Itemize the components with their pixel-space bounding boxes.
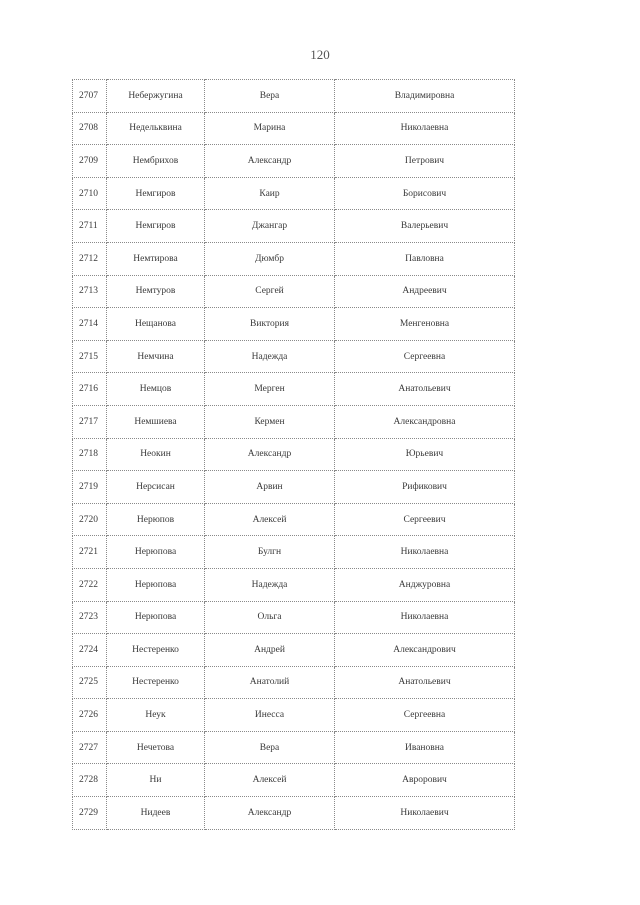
table-row: [73, 405, 515, 438]
record-number: 2718: [73, 438, 107, 471]
table-row: [73, 666, 515, 699]
table-row: [73, 373, 515, 406]
table-row: [73, 634, 515, 667]
surname-cell: Нерюпова: [107, 536, 205, 569]
patronymic-cell: Николаевна: [335, 601, 515, 634]
first-name-cell: Инесса: [205, 699, 335, 732]
surname-cell: Нембрихов: [107, 145, 205, 178]
record-number: 2727: [73, 731, 107, 764]
first-name-cell: Надежда: [205, 340, 335, 373]
table-row: [73, 80, 515, 113]
surname-cell: Небержугина: [107, 80, 205, 113]
patronymic-cell: Менгеновна: [335, 308, 515, 341]
table-row: [73, 601, 515, 634]
patronymic-cell: Борисович: [335, 177, 515, 210]
surname-cell: Нещанова: [107, 308, 205, 341]
record-number: 2726: [73, 699, 107, 732]
surname-cell: Нидеев: [107, 797, 205, 830]
record-number: 2722: [73, 568, 107, 601]
surname-cell: Немгиров: [107, 210, 205, 243]
surname-cell: Нестеренко: [107, 666, 205, 699]
surname-cell: Немцов: [107, 373, 205, 406]
first-name-cell: Кермен: [205, 405, 335, 438]
record-number: 2723: [73, 601, 107, 634]
patronymic-cell: Владимировна: [335, 80, 515, 113]
record-number: 2707: [73, 80, 107, 113]
table-row: [73, 242, 515, 275]
surname-cell: Неокин: [107, 438, 205, 471]
first-name-cell: Александр: [205, 145, 335, 178]
record-number: 2728: [73, 764, 107, 797]
record-number: 2715: [73, 340, 107, 373]
first-name-cell: Вера: [205, 731, 335, 764]
surname-cell: Неук: [107, 699, 205, 732]
first-name-cell: Марина: [205, 112, 335, 145]
record-number: 2717: [73, 405, 107, 438]
surname-cell: Немтирова: [107, 242, 205, 275]
first-name-cell: Ольга: [205, 601, 335, 634]
patronymic-cell: Александровна: [335, 405, 515, 438]
patronymic-cell: Сергеевна: [335, 699, 515, 732]
first-name-cell: Булгн: [205, 536, 335, 569]
surname-cell: Нерюпова: [107, 601, 205, 634]
first-name-cell: Александр: [205, 438, 335, 471]
first-name-cell: Анатолий: [205, 666, 335, 699]
registry-table: [72, 79, 515, 830]
surname-cell: Ни: [107, 764, 205, 797]
table-row: [73, 210, 515, 243]
surname-cell: Немгиров: [107, 177, 205, 210]
surname-cell: Нестеренко: [107, 634, 205, 667]
surname-cell: Нечетова: [107, 731, 205, 764]
table-row: [73, 112, 515, 145]
table-row: [73, 764, 515, 797]
record-number: 2720: [73, 503, 107, 536]
first-name-cell: Джангар: [205, 210, 335, 243]
record-number: 2714: [73, 308, 107, 341]
surname-cell: Недельквина: [107, 112, 205, 145]
patronymic-cell: Николаевич: [335, 797, 515, 830]
surname-cell: Нерюпова: [107, 568, 205, 601]
table-row: [73, 275, 515, 308]
patronymic-cell: Валерьевич: [335, 210, 515, 243]
table-row: [73, 340, 515, 373]
first-name-cell: Вера: [205, 80, 335, 113]
table-row: [73, 503, 515, 536]
record-number: 2712: [73, 242, 107, 275]
patronymic-cell: Николаевна: [335, 112, 515, 145]
patronymic-cell: Юрьевич: [335, 438, 515, 471]
registry-body: [73, 80, 515, 830]
table-row: [73, 731, 515, 764]
patronymic-cell: Ивановна: [335, 731, 515, 764]
table-row: [73, 438, 515, 471]
first-name-cell: Алексей: [205, 503, 335, 536]
patronymic-cell: Андреевич: [335, 275, 515, 308]
surname-cell: Нерсисан: [107, 471, 205, 504]
record-number: 2719: [73, 471, 107, 504]
patronymic-cell: Аврорович: [335, 764, 515, 797]
patronymic-cell: Рификович: [335, 471, 515, 504]
surname-cell: Нерюпов: [107, 503, 205, 536]
patronymic-cell: Александрович: [335, 634, 515, 667]
record-number: 2729: [73, 797, 107, 830]
first-name-cell: Алексей: [205, 764, 335, 797]
record-number: 2710: [73, 177, 107, 210]
table-row: [73, 471, 515, 504]
record-number: 2721: [73, 536, 107, 569]
patronymic-cell: Петрович: [335, 145, 515, 178]
first-name-cell: Александр: [205, 797, 335, 830]
record-number: 2725: [73, 666, 107, 699]
patronymic-cell: Павловна: [335, 242, 515, 275]
table-row: [73, 797, 515, 830]
table-row: [73, 536, 515, 569]
record-number: 2716: [73, 373, 107, 406]
patronymic-cell: Анджуровна: [335, 568, 515, 601]
patronymic-cell: Анатольевич: [335, 666, 515, 699]
first-name-cell: Сергей: [205, 275, 335, 308]
surname-cell: Немчина: [107, 340, 205, 373]
record-number: 2711: [73, 210, 107, 243]
record-number: 2713: [73, 275, 107, 308]
first-name-cell: Арвин: [205, 471, 335, 504]
table-row: [73, 568, 515, 601]
first-name-cell: Виктория: [205, 308, 335, 341]
first-name-cell: Каир: [205, 177, 335, 210]
surname-cell: Немшиева: [107, 405, 205, 438]
record-number: 2724: [73, 634, 107, 667]
patronymic-cell: Анатольевич: [335, 373, 515, 406]
patronymic-cell: Сергеевна: [335, 340, 515, 373]
table-row: [73, 699, 515, 732]
table-row: [73, 177, 515, 210]
first-name-cell: Мерген: [205, 373, 335, 406]
page-number: 120: [310, 47, 330, 62]
record-number: 2708: [73, 112, 107, 145]
first-name-cell: Дюмбр: [205, 242, 335, 275]
record-number: 2709: [73, 145, 107, 178]
patronymic-cell: Сергеевич: [335, 503, 515, 536]
surname-cell: Немтуров: [107, 275, 205, 308]
table-row: [73, 308, 515, 341]
table-row: [73, 145, 515, 178]
first-name-cell: Андрей: [205, 634, 335, 667]
first-name-cell: Надежда: [205, 568, 335, 601]
patronymic-cell: Николаевна: [335, 536, 515, 569]
